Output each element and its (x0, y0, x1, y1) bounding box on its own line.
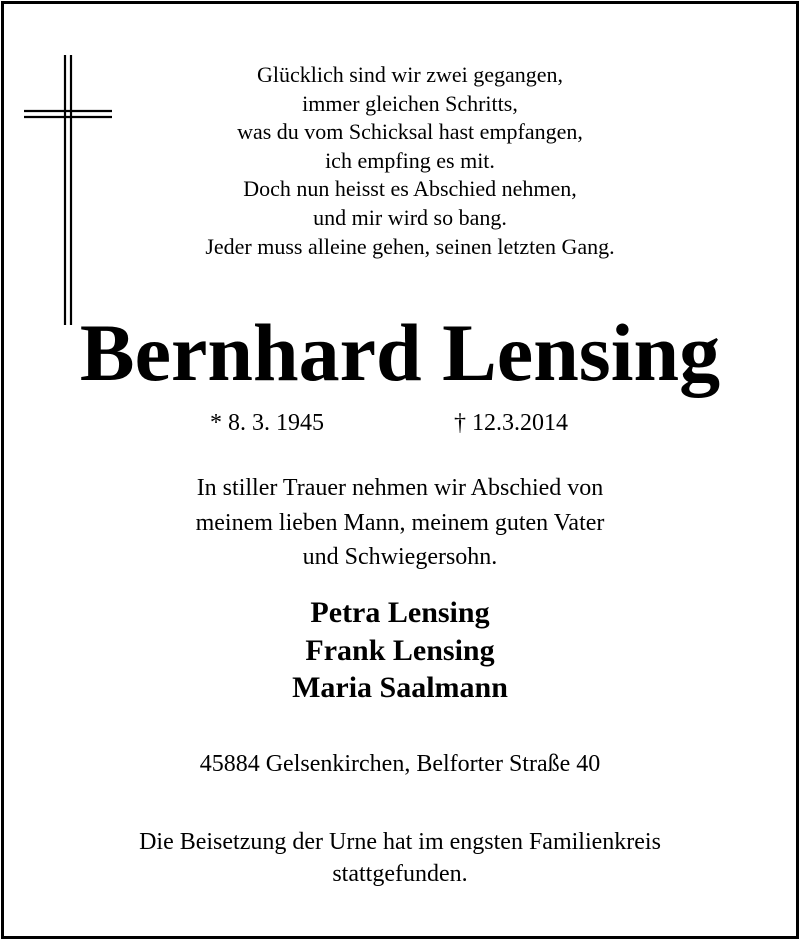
mourner-name: Petra Lensing (310, 596, 490, 629)
poem-line: Glücklich sind wir zwei gegangen, (256, 62, 564, 87)
poem-line: ich empfing es mit. (325, 147, 495, 173)
funeral-note (50, 826, 750, 890)
family-address: 45884 Gelsenkirchen, Belforter Straße 40 (199, 751, 601, 777)
death-date: † 12.3.2014 (454, 410, 568, 436)
poem-line: was du vom Schicksal hast empfangen, (237, 119, 583, 145)
poem-line: Doch nun heisst es Abschied nehmen, (243, 176, 577, 202)
funeral-line: Die Beisetzung der Urne hat im engsten Familienkreis (139, 829, 661, 855)
poem-line: immer gleichen Schritts, (302, 90, 518, 116)
deceased-name: Bernhard Lensing (79, 307, 721, 398)
poem (90, 61, 730, 261)
mourner-name: Frank Lensing (305, 633, 495, 667)
funeral-line: stattgefunden. (332, 861, 468, 887)
mourning-line: und Schwiegersohn. (302, 544, 498, 570)
mourning-text (100, 471, 700, 575)
mourners-list (100, 594, 700, 707)
mourning-line: meinem lieben Mann, meinem guten Vater (195, 509, 605, 536)
poem-line: und mir wird so bang. (313, 204, 507, 230)
mourning-line: In stiller Trauer nehmen wir Abschied von (196, 475, 604, 501)
poem-line: Jeder muss alleine gehen, seinen letzten Gang. (205, 233, 615, 259)
mourner-name: Maria Saalmann (292, 671, 508, 704)
birth-date: * 8. 3. 1945 (210, 410, 324, 436)
